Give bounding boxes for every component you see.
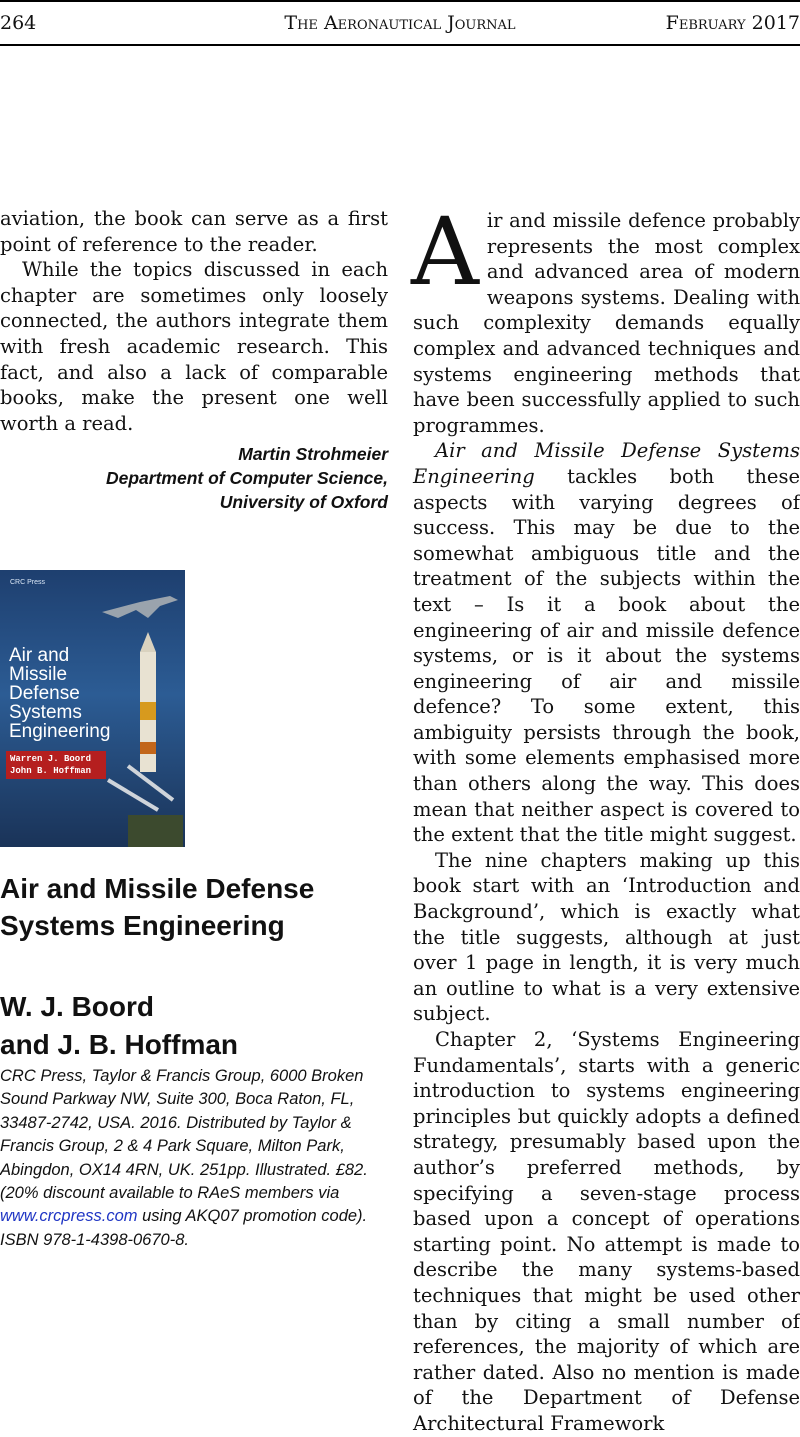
reviewer-signature xyxy=(0,442,388,514)
right-column xyxy=(411,198,800,1437)
book-authors: W. J. Boord and J. B. Hoffman xyxy=(0,991,239,1060)
cover-authors: Warren J. Boord John B. Hoffman xyxy=(6,751,106,779)
review-closing-paragraph: While the topics discussed in each chapter are sometimes only loosely connected, the authors integrate them with fresh academic research. This fact, and also a lack of comparable books, make the present one well worth a read. xyxy=(0,258,388,435)
review-paragraph-3: The nine chapters making up this book start with an ‘Introduction and Background’, which is exactly what the title suggests, although at just over 1 page in length, it is very much an outline to what is a very extensive subject. xyxy=(413,848,800,1026)
missile-launcher-icon xyxy=(98,760,183,847)
publisher-link[interactable]: www.crcpress.com xyxy=(0,1207,138,1226)
book-title: Air and Missile Defense Systems Engineering xyxy=(0,873,315,941)
reviewer-university: University of Oxford xyxy=(219,492,388,513)
book-publication-details: CRC Press, Taylor & Francis Group, 6000 Broken Sound Parkway NW, Suite 300, Boca Raton, FL, 33487-2742, USA. 2016. Distributed by Taylor & Francis Group, 2 & 4 Park Square, Milton Park, Abingdon, OX14 4RN, UK. 251pp. Illustrated. £82. (20% discount available to RAeS members via www.crcpress.com using AKQ07 promotion code). ISBN 978-1-4398-0670-8. xyxy=(0,1067,368,1249)
book-cover-image xyxy=(0,570,185,847)
journal-title: The Aeronautical Journal xyxy=(284,12,516,34)
left-column xyxy=(0,206,388,514)
cover-title: Air and Missile Defense Systems Engineering xyxy=(9,645,111,742)
running-header xyxy=(0,0,800,46)
issue-date: February 2017 xyxy=(665,12,800,34)
fighter-jet-icon xyxy=(100,588,180,628)
review-end-paragraph: aviation, the book can serve as a first point of reference to the reader. xyxy=(0,207,388,256)
review-paragraph-4: Chapter 2, ‘Systems Engineering Fundamentals’, starts with a generic introduction to systems engineering principles but quickly adopts a defined strategy, presumably based upon the author’s preferred methods, by specifying a seven-stage process based upon a concept of operations starting point. No attempt is made to describe the many systems-based techniques that might be used other than by citing a small number of references, the majority of which are rather dated. Also no mention is made of the Department of Defense Architectural Framework xyxy=(413,1028,800,1435)
cover-publisher: CRC Press xyxy=(10,579,46,586)
reviewer-department: Department of Computer Science, xyxy=(106,468,388,489)
page-number: 264 xyxy=(0,12,37,34)
review-paragraph-2: Air and Missile Defense Systems Engineering tackles both these aspects with varying degrees of success. This may be due to the somewhat ambiguous title and the treatment of the subjects within the text – Is it a book about the engineering of air and missile defence systems, or is it about the systems engineering of air and missile defence? To some extent, this ambiguity persists through the book, with some elements emphasised more than others along the way. This does mean that neither aspect is covered to the extent that the title might suggest. xyxy=(413,439,800,847)
reviewer-name: Martin Strohmeier xyxy=(238,444,388,465)
intro-paragraph: Air and missile defence probably represents the most complex and advanced area of modern weapons systems. Dealing with such complexity demands equally complex and advanced techniques and systems engineering methods that have been successfully applied to such programmes. xyxy=(411,198,800,437)
drop-cap: A xyxy=(411,198,479,307)
